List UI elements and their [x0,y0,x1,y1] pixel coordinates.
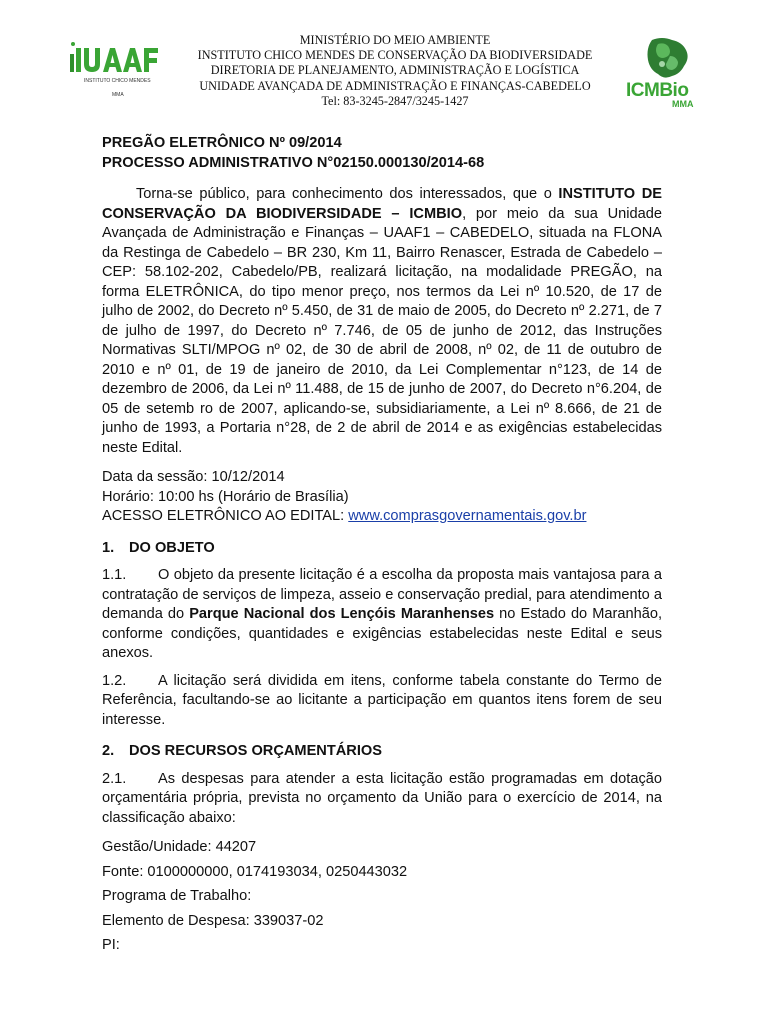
section-1-heading [102,539,662,559]
uaaf-logo-subtext: INSTITUTO CHICO MENDES [84,78,151,84]
intro-text-a: Torna-se público, para conhecimento dos interessados, que o [136,186,559,202]
icmbio-logo-mma: MMA [672,99,694,109]
process-number: PROCESSO ADMINISTRATIVO N°02150.000130/2014-68 [102,154,485,171]
clause-1-2-text: A licitação será dividida em itens, conforme tabela constante do Termo de Referência, facultando-se ao licitante a participação em quantos itens forem de seu interesse. [102,672,662,728]
clause-2-1-text: As despesas para atender a esta licitação estão programadas em dotação orçamentária própria, prevista no orçamento da União para o exercício de 2014, na classificação abaixo: [102,770,662,826]
intro-paragraph [102,185,662,458]
icmbio-logo [622,34,712,110]
edital-access [102,507,662,527]
session-info [102,468,662,527]
section-2-heading [102,742,662,762]
clause-1-1-text-c: no Estado do Maranhão, conforme condições, quantidades e exigências estabelecidas neste Edital e seus anexos. [102,606,663,661]
uaaf-logo [70,36,170,106]
header-unit: UNIDADE AVANÇADA DE ADMINISTRAÇÃO E FINANÇAS-CABEDELO [199,78,591,93]
session-time: Horário: 10:00 hs (Horário de Brasília) [102,488,349,505]
budget-pi: PI: [102,937,120,953]
header-directorate: DIRETORIA DE PLANEJAMENTO, ADMINISTRAÇÃO E LOGÍSTICA [210,63,580,78]
access-label: ACESSO ELETRÔNICO AO EDITAL: [102,508,349,524]
intro-institution: INSTITUTO DE CONSERVAÇÃO DA BIODIVERSIDADE – ICMBIO [102,186,662,222]
icmbio-logo-text: ICMBio [626,80,689,101]
clause-2-1-number: 2.1. [102,770,127,787]
clause-1-2-number: 1.2. [102,672,127,689]
budget-unit: Gestão/Unidade: 44207 [102,839,257,855]
uaaf-logo-mma: MMA [112,92,124,98]
section-1-title: DO OBJETO [129,539,215,556]
letterhead [175,33,615,109]
clause-1-1 [102,566,662,664]
section-2-title: DOS RECURSOS ORÇAMENTÁRIOS [129,743,382,759]
header-phone: Tel: 83-3245-2847/3245-1427 [321,93,469,108]
clause-1-1-number: 1.1. [102,567,127,583]
session-date: Data da sessão: 10/12/2014 [102,469,285,485]
header-institute: INSTITUTO CHICO MENDES DE CONSERVAÇÃO DA BIODIVERSIDADE [197,48,593,63]
clause-1-1-text-a: O objeto da presente licitação é a escolha da proposta mais vantajosa para a contratação de serviços de limpeza, asseio e conservação predial, para atendimento a demanda do [102,567,662,622]
section-2-number: 2. [102,743,115,759]
clause-1-1-park: Parque Nacional dos Lençóis Maranhenses [189,606,495,622]
budget-source: Fonte: 0100000000, 0174193034, 0250443032 [102,863,408,880]
clause-1-2 [102,672,662,731]
budget-expense-element: Elemento de Despesa: 339037-02 [102,912,324,929]
edital-title: PREGÃO ELETRÔNICO Nº 09/2014 [102,135,342,151]
budget-program: Programa de Trabalho: [102,888,252,904]
clause-2-1 [102,770,662,829]
header-ministry: MINISTÉRIO DO MEIO AMBIENTE [299,33,491,47]
section-1-number: 1. [102,539,115,556]
compras-link[interactable]: www.comprasgovernamentais.gov.br [348,508,587,524]
intro-text-c: , por meio da sua Unidade Avançada de Administração e Finanças – UAAF1 – CABEDELO, situada na FLONA da Restinga de Cabedelo – BR 230, Km 11, Bairro Renascer, Estrada de Cabedelo – CEP: 58.102-202, Cabedelo/PB, realizará licitação, na modalidade PREGÃO, na forma ELETRÔNICA, do tipo menor preço, nos termos da Lei nº 10.520, de 17 de julho de 2002, do Decreto nº 5.450, de 31 de maio de 2005, do Decreto nº 2.271, de 7 de julho de 1997, do Decreto nº 7.746, de 05 de junho de 2012, das Instruções Normativas SLTI/MPOG nº 02, de 30 de abril de 2008, nº 02, de 11 de outubro de 2010 e nº 01, de 19 de janeiro de 2010, da Lei Complementar n°123, de 14 de dezembro de 2006, da Lei nº 11.488, de 15 de junho de 2007, do Decreto n°6.204, de 05 de setemb ro de 2007, aplicando-se, subsidiariamente, a Lei nº 8.666, de 21 de junho de 1993, a Portaria n°28, de 2 de abril de 2014 e as exigências estabelecidas neste Edital. [102,205,662,456]
document-body [102,134,662,956]
